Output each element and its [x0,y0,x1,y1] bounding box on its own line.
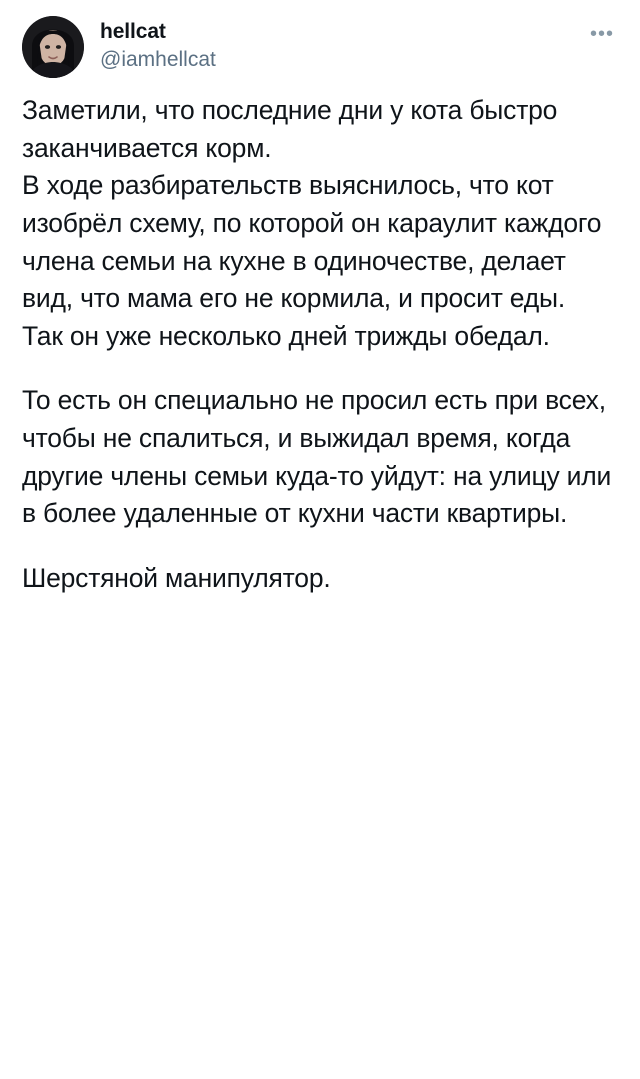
avatar-image [22,16,84,78]
author-identity [100,16,216,73]
tweet-paragraph: В ходе разбирательств выяснилось, что кот изобрёл схему, по которой он караулит каждого члена семьи на кухне в одиночестве, делает вид, что мама его не кормила, и просит еды. Так он уже несколько дней трижды обедал. [22,170,602,351]
author-display-name: hellcat [100,20,166,43]
author-handle: @iamhellcat [100,47,216,71]
tweet-text [22,92,618,598]
tweet-paragraph: Шерстяной манипулятор. [22,562,331,593]
more-options-icon[interactable]: ••• [589,23,614,45]
tweet-paragraph: То есть он специально не просил есть при всех, чтобы не спалиться, и выжидал время, когда другие члены семьи куда-то уйдут: на улицу или в более удаленные от кухни части квартиры. [22,385,612,529]
avatar[interactable] [22,16,84,78]
tweet-header [22,16,618,78]
tweet-paragraph: Заметили, что последние дни у кота быстро заканчивается корм. [22,95,558,163]
